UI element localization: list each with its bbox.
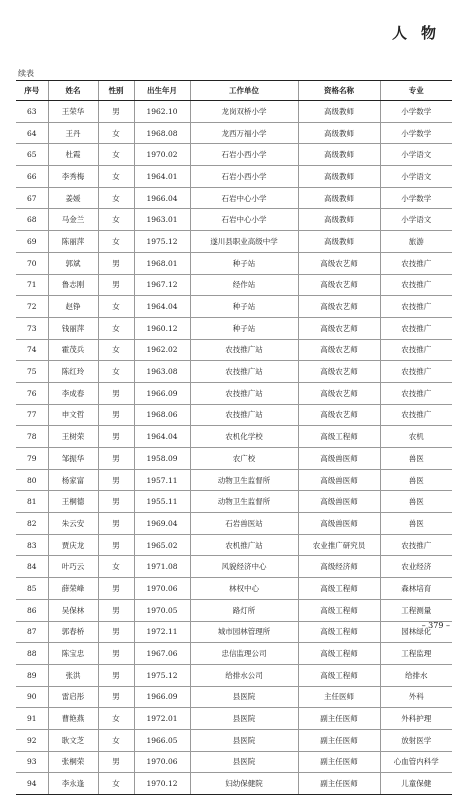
col-gender-cell: 女: [98, 708, 134, 730]
col-specialty-cell: 农业经济: [380, 556, 452, 578]
col-index-cell: 65: [16, 144, 48, 166]
col-birth-cell: 1968.06: [134, 404, 190, 426]
col-birth-cell: 1969.04: [134, 513, 190, 535]
col-employer-cell: 忠信监理公司: [190, 643, 298, 665]
col-birth-cell: 1964.01: [134, 166, 190, 188]
col-birth-cell: 1970.12: [134, 773, 190, 795]
col-gender-cell: 男: [98, 274, 134, 296]
col-index-cell: 81: [16, 491, 48, 513]
col-gender-cell: 女: [98, 144, 134, 166]
col-qualification-cell: 副主任医师: [298, 708, 380, 730]
col-birth-cell: 1955.11: [134, 491, 190, 513]
col-index-cell: 89: [16, 664, 48, 686]
table-row: [16, 317, 452, 339]
table-row: [16, 578, 452, 600]
col-index-cell: 74: [16, 339, 48, 361]
col-qualification-cell: 高级农艺师: [298, 382, 380, 404]
col-specialty-cell: 农技推广: [380, 252, 452, 274]
table-row: [16, 448, 452, 470]
col-birth-cell: 1964.04: [134, 426, 190, 448]
col-index-cell: 82: [16, 513, 48, 535]
col-specialty-cell: 工程测量: [380, 599, 452, 621]
col-name-cell: 邹振华: [48, 448, 98, 470]
col-birth-cell: 1966.04: [134, 187, 190, 209]
col-qualification-cell: 高级兽医师: [298, 513, 380, 535]
col-specialty-cell: 兽医: [380, 469, 452, 491]
col-employer-cell: 给排水公司: [190, 664, 298, 686]
col-qualification-cell: 高级教师: [298, 101, 380, 123]
col-index-cell: 94: [16, 773, 48, 795]
col-specialty-cell: 兽医: [380, 491, 452, 513]
col-employer-cell: 农技推广站: [190, 361, 298, 383]
col-birth-cell: 1965.02: [134, 534, 190, 556]
col-index-cell: 79: [16, 448, 48, 470]
col-qualification-cell: 高级农艺师: [298, 274, 380, 296]
col-name-cell: 郭斌: [48, 252, 98, 274]
col-birth-cell: 1970.06: [134, 578, 190, 600]
table-row: [16, 382, 452, 404]
col-employer-cell: 风貌经济中心: [190, 556, 298, 578]
table-row: [16, 599, 452, 621]
table-row: [16, 187, 452, 209]
table-row: [16, 621, 452, 643]
col-gender-cell: 男: [98, 382, 134, 404]
col-index-cell: 87: [16, 621, 48, 643]
col-specialty-cell: 小学数学: [380, 101, 452, 123]
table-row: [16, 361, 452, 383]
table-row: [16, 686, 452, 708]
col-qualification-cell: 高级教师: [298, 231, 380, 253]
col-employer-cell: 农技推广站: [190, 382, 298, 404]
col-employer-cell: 石岩中心小学: [190, 187, 298, 209]
table-row: [16, 274, 452, 296]
col-qualification-cell: 高级教师: [298, 122, 380, 144]
col-employer-cell: 妇幼保健院: [190, 773, 298, 795]
col-qualification-cell: 高级教师: [298, 187, 380, 209]
col-qualification-cell: 高级农艺师: [298, 361, 380, 383]
col-employer-cell: 城市园林管理所: [190, 621, 298, 643]
col-gender-cell: 女: [98, 317, 134, 339]
personnel-table: [16, 80, 452, 795]
col-specialty-cell: 农技推广: [380, 317, 452, 339]
col-name-cell: 曹艳燕: [48, 708, 98, 730]
col-birth-cell: 1957.11: [134, 469, 190, 491]
col-index-cell: 88: [16, 643, 48, 665]
table-row: [16, 144, 452, 166]
col-gender-cell: 女: [98, 361, 134, 383]
col-qualification-cell: 主任医师: [298, 686, 380, 708]
table-row: [16, 729, 452, 751]
table-row: [16, 773, 452, 795]
col-gender-cell: 女: [98, 729, 134, 751]
col-birth-cell: 1962.10: [134, 101, 190, 123]
col-name-cell: 杜霞: [48, 144, 98, 166]
col-name-cell: 马金兰: [48, 209, 98, 231]
col-gender-cell: 女: [98, 556, 134, 578]
col-index-cell: 67: [16, 187, 48, 209]
col-employer-cell: 农广校: [190, 448, 298, 470]
col-specialty-header: 专业: [380, 81, 452, 101]
table-row: [16, 101, 452, 123]
col-employer-cell: 农机化学校: [190, 426, 298, 448]
col-birth-cell: 1968.08: [134, 122, 190, 144]
col-qualification-cell: 高级经济师: [298, 556, 380, 578]
col-gender-cell: 男: [98, 101, 134, 123]
table-row: [16, 404, 452, 426]
col-qualification-cell: 高级农艺师: [298, 252, 380, 274]
col-specialty-cell: 心血管内科学: [380, 751, 452, 773]
col-name-cell: 贾庆龙: [48, 534, 98, 556]
col-birth-cell: 1967.12: [134, 274, 190, 296]
col-name-cell: 雷启彤: [48, 686, 98, 708]
col-name-cell: 陈丽萍: [48, 231, 98, 253]
col-index-cell: 71: [16, 274, 48, 296]
col-qualification-cell: 高级兽医师: [298, 469, 380, 491]
col-birth-cell: 1966.09: [134, 382, 190, 404]
col-index-cell: 68: [16, 209, 48, 231]
col-name-cell: 王桐德: [48, 491, 98, 513]
col-name-cell: 李成春: [48, 382, 98, 404]
col-employer-cell: 石岩小西小学: [190, 166, 298, 188]
col-birth-cell: 1971.08: [134, 556, 190, 578]
col-name-cell: 吴保林: [48, 599, 98, 621]
table-row: [16, 469, 452, 491]
col-qualification-cell: 高级工程师: [298, 664, 380, 686]
col-employer-cell: 龙岗双桥小学: [190, 101, 298, 123]
col-name-cell: 鲁志刚: [48, 274, 98, 296]
table-row: [16, 513, 452, 535]
col-birth-cell: 1966.05: [134, 729, 190, 751]
col-index-cell: 92: [16, 729, 48, 751]
col-birth-cell: 1972.01: [134, 708, 190, 730]
col-specialty-cell: 农技推广: [380, 382, 452, 404]
col-employer-cell: 石岩小西小学: [190, 144, 298, 166]
col-specialty-cell: 农技推广: [380, 534, 452, 556]
col-gender-cell: 男: [98, 578, 134, 600]
col-birth-header: 出生年月: [134, 81, 190, 101]
col-qualification-cell: 副主任医师: [298, 751, 380, 773]
col-gender-cell: 女: [98, 773, 134, 795]
col-index-cell: 70: [16, 252, 48, 274]
col-gender-cell: 男: [98, 621, 134, 643]
col-birth-cell: 1968.01: [134, 252, 190, 274]
col-index-cell: 77: [16, 404, 48, 426]
col-employer-cell: 经作站: [190, 274, 298, 296]
col-birth-cell: 1967.06: [134, 643, 190, 665]
col-employer-cell: 龙西万福小学: [190, 122, 298, 144]
col-name-cell: 李秀梅: [48, 166, 98, 188]
col-index-cell: 76: [16, 382, 48, 404]
col-employer-cell: 石岩中心小学: [190, 209, 298, 231]
col-gender-cell: 女: [98, 339, 134, 361]
col-name-cell: 杨家富: [48, 469, 98, 491]
col-qualification-cell: 高级工程师: [298, 599, 380, 621]
col-specialty-cell: 外科: [380, 686, 452, 708]
col-index-cell: 93: [16, 751, 48, 773]
col-index-cell: 64: [16, 122, 48, 144]
col-employer-cell: 种子站: [190, 296, 298, 318]
table-header-row: [16, 81, 452, 101]
col-qualification-cell: 高级兽医师: [298, 448, 380, 470]
col-specialty-cell: 小学数学: [380, 187, 452, 209]
col-index-cell: 63: [16, 101, 48, 123]
section-title: 人物: [391, 24, 450, 42]
col-qualification-cell: 副主任医师: [298, 773, 380, 795]
col-specialty-cell: 小学语文: [380, 209, 452, 231]
table-row: [16, 252, 452, 274]
col-index-cell: 91: [16, 708, 48, 730]
col-gender-cell: 男: [98, 404, 134, 426]
col-qualification-cell: 高级工程师: [298, 621, 380, 643]
col-name-cell: 王荣华: [48, 101, 98, 123]
col-gender-header: 性别: [98, 81, 134, 101]
col-birth-cell: 1958.09: [134, 448, 190, 470]
col-specialty-cell: 兽医: [380, 448, 452, 470]
col-gender-cell: 男: [98, 534, 134, 556]
col-index-cell: 75: [16, 361, 48, 383]
col-gender-cell: 男: [98, 252, 134, 274]
col-specialty-cell: 农机: [380, 426, 452, 448]
col-specialty-cell: 园林绿化: [380, 621, 452, 643]
col-birth-cell: 1963.08: [134, 361, 190, 383]
col-name-cell: 陈宝忠: [48, 643, 98, 665]
col-employer-cell: 县医院: [190, 708, 298, 730]
table-continued-label: 续表: [18, 69, 34, 78]
col-employer-cell: 种子站: [190, 252, 298, 274]
col-gender-cell: 女: [98, 231, 134, 253]
col-specialty-cell: 农技推广: [380, 274, 452, 296]
col-name-cell: 霍茂兵: [48, 339, 98, 361]
col-qualification-cell: 农业推广研究员: [298, 534, 380, 556]
col-gender-cell: 男: [98, 599, 134, 621]
col-name-cell: 郭春桥: [48, 621, 98, 643]
col-gender-cell: 男: [98, 664, 134, 686]
col-birth-cell: 1970.06: [134, 751, 190, 773]
col-employer-cell: 遂川县职业高级中学: [190, 231, 298, 253]
table-body: [16, 101, 452, 795]
table-row: [16, 491, 452, 513]
col-index-cell: 83: [16, 534, 48, 556]
col-employer-cell: 动物卫生监督所: [190, 491, 298, 513]
col-birth-cell: 1962.02: [134, 339, 190, 361]
col-gender-cell: 男: [98, 426, 134, 448]
col-birth-cell: 1963.01: [134, 209, 190, 231]
col-employer-cell: 路灯所: [190, 599, 298, 621]
col-index-cell: 66: [16, 166, 48, 188]
col-birth-cell: 1966.09: [134, 686, 190, 708]
table-row: [16, 166, 452, 188]
col-name-cell: 薛荣峰: [48, 578, 98, 600]
col-birth-cell: 1975.12: [134, 664, 190, 686]
col-name-cell: 王丹: [48, 122, 98, 144]
col-specialty-cell: 给排水: [380, 664, 452, 686]
col-gender-cell: 男: [98, 513, 134, 535]
col-employer-cell: 林权中心: [190, 578, 298, 600]
col-employer-cell: 县医院: [190, 729, 298, 751]
col-specialty-cell: 农技推广: [380, 361, 452, 383]
col-specialty-cell: 儿童保健: [380, 773, 452, 795]
col-name-cell: 耿文芝: [48, 729, 98, 751]
col-qualification-cell: 副主任医师: [298, 729, 380, 751]
col-gender-cell: 男: [98, 643, 134, 665]
col-specialty-cell: 农技推广: [380, 404, 452, 426]
col-qualification-cell: 高级教师: [298, 144, 380, 166]
col-qualification-cell: 高级工程师: [298, 426, 380, 448]
col-gender-cell: 男: [98, 448, 134, 470]
table-row: [16, 296, 452, 318]
col-qualification-cell: 高级教师: [298, 166, 380, 188]
col-specialty-cell: 小学语文: [380, 166, 452, 188]
col-employer-cell: 农机推广站: [190, 534, 298, 556]
col-birth-cell: 1970.05: [134, 599, 190, 621]
col-employer-cell: 农技推广站: [190, 339, 298, 361]
col-qualification-cell: 高级农艺师: [298, 404, 380, 426]
col-index-cell: 69: [16, 231, 48, 253]
table-row: [16, 664, 452, 686]
table-row: [16, 426, 452, 448]
col-gender-cell: 男: [98, 686, 134, 708]
col-employer-cell: 县医院: [190, 686, 298, 708]
table-row: [16, 751, 452, 773]
col-specialty-cell: 小学语文: [380, 144, 452, 166]
page-number: – 379 –: [421, 621, 450, 630]
table-row: [16, 209, 452, 231]
table-row: [16, 339, 452, 361]
col-index-cell: 78: [16, 426, 48, 448]
table-row: [16, 708, 452, 730]
col-gender-cell: 女: [98, 296, 134, 318]
col-index-cell: 86: [16, 599, 48, 621]
col-specialty-cell: 工程监理: [380, 643, 452, 665]
col-name-header: 姓名: [48, 81, 98, 101]
col-index-cell: 73: [16, 317, 48, 339]
col-gender-cell: 女: [98, 187, 134, 209]
col-birth-cell: 1975.12: [134, 231, 190, 253]
col-name-cell: 张桐荣: [48, 751, 98, 773]
col-index-cell: 72: [16, 296, 48, 318]
col-birth-cell: 1964.04: [134, 296, 190, 318]
col-index-cell: 80: [16, 469, 48, 491]
col-name-cell: 姜媛: [48, 187, 98, 209]
col-specialty-cell: 旅游: [380, 231, 452, 253]
col-name-cell: 李永逢: [48, 773, 98, 795]
col-qualification-cell: 高级农艺师: [298, 339, 380, 361]
col-employer-cell: 农技推广站: [190, 404, 298, 426]
col-qualification-cell: 高级工程师: [298, 578, 380, 600]
col-specialty-cell: 小学数学: [380, 122, 452, 144]
table-row: [16, 231, 452, 253]
col-gender-cell: 女: [98, 209, 134, 231]
col-employer-cell: 石岩兽医站: [190, 513, 298, 535]
table-row: [16, 122, 452, 144]
col-qualification-cell: 高级农艺师: [298, 317, 380, 339]
col-name-cell: 王树荣: [48, 426, 98, 448]
col-birth-cell: 1970.02: [134, 144, 190, 166]
col-gender-cell: 女: [98, 122, 134, 144]
col-employer-cell: 种子站: [190, 317, 298, 339]
col-employer-cell: 动物卫生监督所: [190, 469, 298, 491]
col-name-cell: 申文哲: [48, 404, 98, 426]
col-name-cell: 叶巧云: [48, 556, 98, 578]
col-specialty-cell: 农技推广: [380, 339, 452, 361]
col-gender-cell: 男: [98, 491, 134, 513]
col-specialty-cell: 放射医学: [380, 729, 452, 751]
col-index-cell: 84: [16, 556, 48, 578]
col-specialty-cell: 农技推广: [380, 296, 452, 318]
col-employer-cell: 县医院: [190, 751, 298, 773]
col-birth-cell: 1960.12: [134, 317, 190, 339]
col-name-cell: 钱丽萍: [48, 317, 98, 339]
col-qualification-header: 资格名称: [298, 81, 380, 101]
col-qualification-cell: 高级兽医师: [298, 491, 380, 513]
col-name-cell: 朱云安: [48, 513, 98, 535]
table-row: [16, 534, 452, 556]
col-index-cell: 85: [16, 578, 48, 600]
col-name-cell: 赵铮: [48, 296, 98, 318]
col-qualification-cell: 高级教师: [298, 209, 380, 231]
col-index-cell: 90: [16, 686, 48, 708]
col-index-header: 序号: [16, 81, 48, 101]
table-row: [16, 643, 452, 665]
col-name-cell: 张洪: [48, 664, 98, 686]
col-employer-header: 工作单位: [190, 81, 298, 101]
col-name-cell: 陈红玲: [48, 361, 98, 383]
col-gender-cell: 男: [98, 751, 134, 773]
table-row: [16, 556, 452, 578]
col-qualification-cell: 高级农艺师: [298, 296, 380, 318]
col-specialty-cell: 兽医: [380, 513, 452, 535]
col-qualification-cell: 高级工程师: [298, 643, 380, 665]
col-specialty-cell: 森林培育: [380, 578, 452, 600]
col-birth-cell: 1972.11: [134, 621, 190, 643]
col-gender-cell: 女: [98, 166, 134, 188]
col-gender-cell: 男: [98, 469, 134, 491]
col-specialty-cell: 外科护理: [380, 708, 452, 730]
